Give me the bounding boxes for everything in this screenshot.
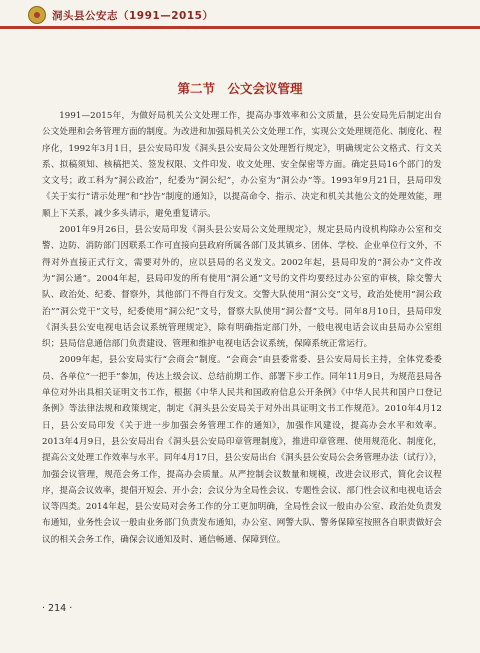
- page-number: · 214 ·: [42, 603, 73, 614]
- body-text: [42, 108, 442, 548]
- section-title: 第二节 公文会议管理: [177, 81, 303, 96]
- police-emblem-icon: [28, 6, 46, 24]
- paragraph: 1991—2015年，为做好局机关公文处理工作，提高办事效率和公文质量，县公安局先后制定出台公文处理和会务管理方面的制度。为改进和加强局机关公文处理工作，实现公文处理规范化、制度化、程序化，1992年3月1日，县公安局印发《洞头县公安局公文处理暂行规定》，明确规定公文格式、行文关系、拟稿须知、核稿把关、签发权限、文件印发、收文处理、安全保密等方面。确定县局16个部门的发文文号；政工科为“洞公政治”，纪委为“洞公纪”，办公室为“洞公办”等。1993年9月21日，县局印发《关于实行“请示处理”和“抄告”制度的通知》，以提高命令、指示、决定和机关其他公文的处理效能，理顺上下关系，减少多头请示，避免重复请示。: [42, 111, 442, 219]
- paragraph: 2009年起，县公安局实行“会商会”制度。“会商会”由县委常委、县公安局局长主持，全体党委委员、各单位“一把手”参加，传达上级会议、总结前期工作、部署下步工作。同年11月9日，为规范县局各单位对外出具相关证明文书工作，根据《中华人民共和国政府信息公开条例》《中华人民共和国户口登记条例》等法律法规和政策规定，制定《洞头县公安局关于对外出具证明文书工作规范》。2010年4月12日，县公安局印发《关于进一步加强会务管理工作的通知》，加强作风建设，提高办会水平和效率。2013年4月9日，县公安局出台《洞头县公安局印章管理制度》，推进印章管理、使用规范化、制度化，提高公文处理工作效率与水平。同年4月17日，县公安局出台《洞头县公安局公会务管理办法（试行）》，加强会议管理，规范会务工作，提高办会质量。从严控制会议数量和规模，改进会议形式，简化会议程序，提高会议效率，提倡开短会、开小会；会议分为全局性会议、专题性会议、部门性会议和电视电话会议等四类。2014年起，县公安局对会务工作的分工更加明确，全局性会议一般由办公室、政治处负责发布通知，业务性会议一般由业务部门负责发布通知，办公室、网警大队、警务保障室按照各自职责做好会议的相关会务工作，确保会议通知及时、通信畅通、保障到位。: [42, 355, 442, 545]
- running-title: 洞头县公安志（1991—2015）: [52, 10, 214, 22]
- paragraph: 2001年9月26日，县公安局印发《洞头县公安局公文处理规定》，规定县局内设机构除办公室和交警、边防、消防部门因联系工作可直接向县政府所属各部门及其镇乡、团体、学校、企业单位行文外，不得对外直接正式行文，需要对外的，应以县局的名义发文。2002年起，县局印发的“洞公办”文件改为“洞公通”。2004年起，县局印发的所有使用“洞公通”文号的文件均要经过办公室的审核，除交警大队、政治处、纪委、督察外，其他部门不得自行发文。交警大队使用“洞公交”文号，政治处使用“洞公政治”“洞公党干”文号，纪委使用“洞公纪”文号，督察大队使用“洞公督”文号。同年8月10日，县局印发《洞头县公安电视电话会议系统管理规定》，除有明确指定部门外，一般电视电话会议由县局办公室组织；县局信息通信部门负责建设、管理和维护电视电话会议系统，保障系统正常运行。: [42, 225, 442, 350]
- header-rule: [0, 26, 480, 29]
- page-header: [0, 0, 480, 40]
